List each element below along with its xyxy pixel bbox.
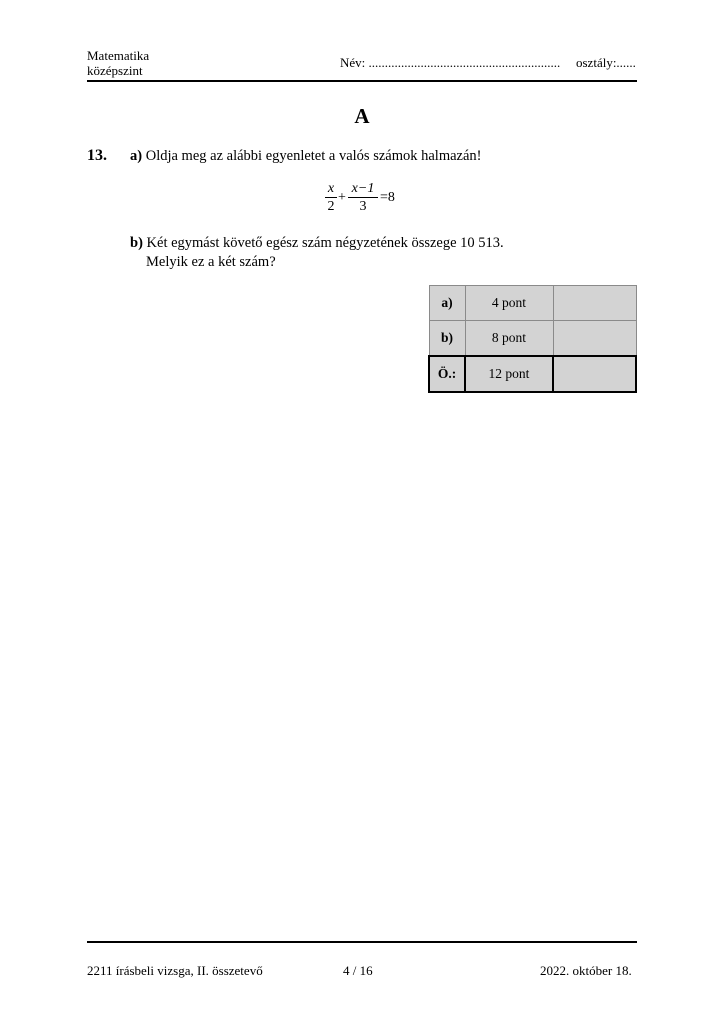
part-a-text: Oldja meg az alábbi egyenletet a valós számok halmazán! — [145, 148, 482, 164]
score-points: 8 pont — [465, 321, 553, 357]
score-earned — [553, 321, 636, 357]
question-part-a — [130, 148, 482, 165]
fraction-1 — [325, 180, 337, 215]
part-title: A — [354, 104, 370, 128]
footer-rule — [87, 941, 637, 943]
subject-header — [87, 48, 149, 78]
plus-sign: + — [338, 190, 346, 205]
score-row — [429, 321, 636, 357]
score-label: Ö.: — [429, 356, 465, 392]
fraction-1-denominator: 2 — [327, 199, 335, 214]
fraction-2 — [348, 180, 378, 215]
part-b-label: b) — [130, 235, 143, 251]
subject-level: középszint — [87, 63, 143, 78]
score-table — [428, 285, 637, 393]
fraction-2-numerator: x−1 — [351, 181, 375, 196]
score-label: b) — [429, 321, 465, 357]
equation — [320, 180, 410, 220]
equation-rhs: =8 — [380, 190, 395, 205]
part-a-label: a) — [130, 148, 143, 164]
part-b-text-line2: Melyik ez a két szám? — [146, 254, 276, 270]
question-number: 13. — [87, 147, 107, 164]
score-earned — [553, 356, 636, 392]
score-points: 4 pont — [465, 286, 553, 321]
subject-name: Matematika — [87, 48, 150, 63]
fraction-2-denominator: 3 — [359, 199, 367, 214]
score-row — [429, 286, 636, 321]
score-earned — [553, 286, 636, 321]
score-label: a) — [429, 286, 465, 321]
part-b-text-line1: Két egymást követő egész szám négyzetének összege 10 513. — [146, 235, 504, 251]
name-field: Név: ........................................................... — [340, 55, 561, 70]
header-rule — [87, 80, 637, 82]
page-number: 4 / 16 — [343, 963, 373, 978]
footer-date: 2022. október 18. — [540, 963, 632, 978]
question-part-b — [130, 235, 504, 252]
class-field: osztály:...... — [576, 55, 636, 70]
score-points: 12 pont — [465, 356, 553, 392]
fraction-1-numerator: x — [327, 181, 335, 196]
footer-exam-info: 2211 írásbeli vizsga, II. összetevő — [87, 963, 263, 978]
score-total-row — [429, 356, 636, 392]
